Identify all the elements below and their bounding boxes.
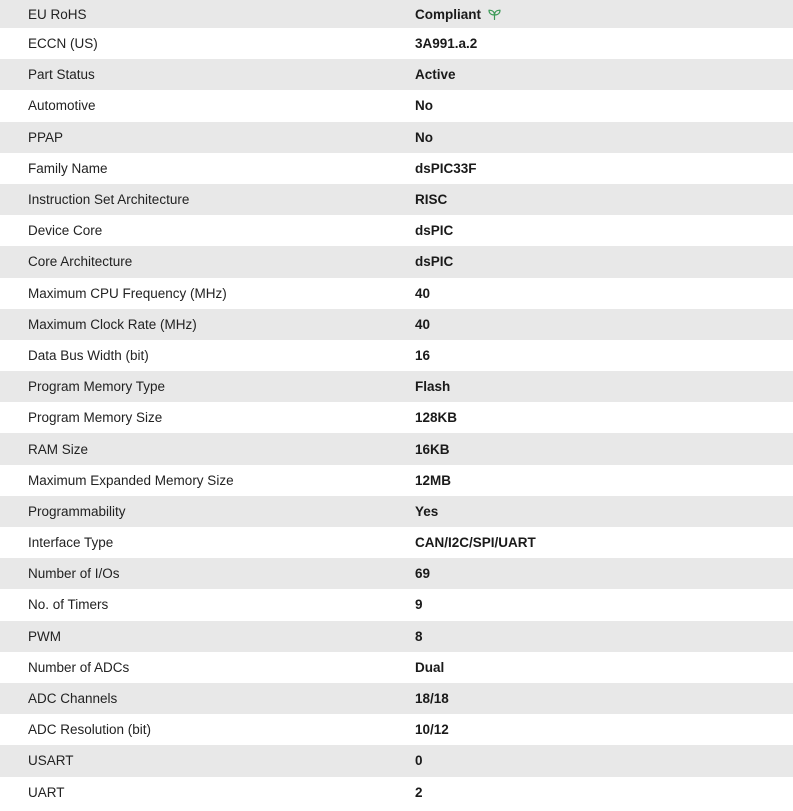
spec-row [0, 90, 793, 121]
spec-value: 69 [415, 558, 793, 589]
spec-value: No [415, 122, 793, 153]
spec-label: ECCN (US) [0, 28, 415, 59]
spec-value: 16KB [415, 433, 793, 464]
spec-value: 10/12 [415, 714, 793, 745]
spec-value: 128KB [415, 402, 793, 433]
spec-label: USART [0, 745, 415, 776]
spec-value-cell [415, 0, 793, 28]
spec-value: 9 [415, 589, 793, 620]
spec-row [0, 496, 793, 527]
spec-row [0, 59, 793, 90]
spec-value: 2 [415, 777, 793, 808]
spec-row [0, 153, 793, 184]
spec-value: 8 [415, 621, 793, 652]
spec-label: PWM [0, 621, 415, 652]
spec-label: RAM Size [0, 433, 415, 464]
spec-row [0, 122, 793, 153]
spec-label: Core Architecture [0, 246, 415, 277]
spec-label: Maximum Expanded Memory Size [0, 465, 415, 496]
spec-value: 12MB [415, 465, 793, 496]
spec-label: PPAP [0, 122, 415, 153]
spec-row [0, 683, 793, 714]
spec-label: ADC Channels [0, 683, 415, 714]
spec-value: dsPIC33F [415, 153, 793, 184]
spec-row [0, 340, 793, 371]
spec-label: Program Memory Type [0, 371, 415, 402]
spec-row [0, 402, 793, 433]
spec-value: 40 [415, 309, 793, 340]
spec-label: Number of I/Os [0, 558, 415, 589]
spec-label: Part Status [0, 59, 415, 90]
spec-value: 18/18 [415, 683, 793, 714]
spec-row [0, 371, 793, 402]
spec-value: Compliant [415, 6, 481, 22]
spec-value: 40 [415, 278, 793, 309]
spec-label: UART [0, 777, 415, 808]
spec-label: Data Bus Width (bit) [0, 340, 415, 371]
spec-label: Programmability [0, 496, 415, 527]
spec-value: RISC [415, 184, 793, 215]
spec-row [0, 215, 793, 246]
spec-value: CAN/I2C/SPI/UART [415, 527, 793, 558]
spec-row [0, 589, 793, 620]
spec-row [0, 465, 793, 496]
spec-row [0, 0, 793, 28]
spec-value: 3A991.a.2 [415, 28, 793, 59]
spec-label: Device Core [0, 215, 415, 246]
spec-label: Family Name [0, 153, 415, 184]
spec-label: Maximum Clock Rate (MHz) [0, 309, 415, 340]
spec-row [0, 278, 793, 309]
spec-label: Program Memory Size [0, 402, 415, 433]
spec-row [0, 527, 793, 558]
spec-row [0, 184, 793, 215]
spec-row [0, 309, 793, 340]
spec-row [0, 433, 793, 464]
spec-value: dsPIC [415, 215, 793, 246]
spec-label: Interface Type [0, 527, 415, 558]
spec-row [0, 777, 793, 808]
spec-value: Yes [415, 496, 793, 527]
spec-value: No [415, 90, 793, 121]
spec-row [0, 652, 793, 683]
spec-row [0, 28, 793, 59]
spec-value: 16 [415, 340, 793, 371]
spec-label: Instruction Set Architecture [0, 184, 415, 215]
leaf-icon [488, 8, 501, 19]
spec-label: ADC Resolution (bit) [0, 714, 415, 745]
spec-row [0, 621, 793, 652]
spec-label: No. of Timers [0, 589, 415, 620]
spec-row [0, 558, 793, 589]
spec-label: Number of ADCs [0, 652, 415, 683]
spec-value: 0 [415, 745, 793, 776]
spec-label: Automotive [0, 90, 415, 121]
spec-value: Active [415, 59, 793, 90]
spec-row [0, 714, 793, 745]
spec-row [0, 745, 793, 776]
spec-label: Maximum CPU Frequency (MHz) [0, 278, 415, 309]
spec-value: Dual [415, 652, 793, 683]
spec-label: EU RoHS [0, 0, 415, 28]
spec-value: dsPIC [415, 246, 793, 277]
spec-value: Flash [415, 371, 793, 402]
spec-row [0, 246, 793, 277]
